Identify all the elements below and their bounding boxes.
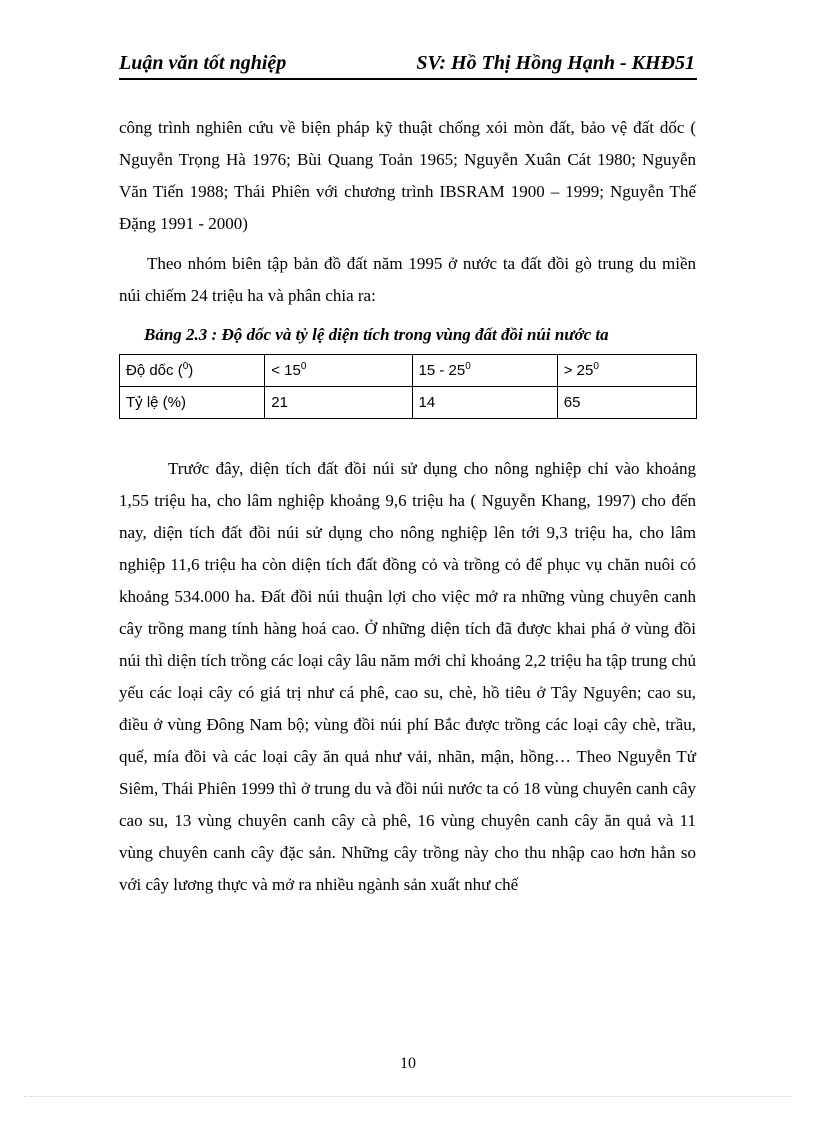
page-bottom-divider xyxy=(24,1096,792,1097)
slope-label: Độ dốc ( xyxy=(126,362,183,379)
slope-range-3: > 25 xyxy=(563,362,594,379)
table-cell xyxy=(265,355,412,387)
page-number: 10 xyxy=(400,1055,416,1072)
paragraph-continuation: công trình nghiên cứu về biện pháp kỹ thuật chống xói mòn đất, bảo vệ đất dốc ( Nguyễn Trọng Hà 1976; Bùi Quang Toản 1965; Nguyễn Xuân Cát 1980; Nguyễn Văn Tiến 1988; Thái Phiên với chương trình IBSRAM 1900 – 1999; Nguyễn Thế Đặng 1991 - 2000) xyxy=(119,118,696,233)
slope-table xyxy=(119,354,697,419)
table-cell: 21 xyxy=(265,387,412,419)
table-row xyxy=(120,355,697,387)
header-thesis-title: Luận văn tốt nghiệp xyxy=(119,52,287,74)
degree-mark: 0 xyxy=(593,361,599,372)
page-header xyxy=(119,50,697,80)
slope-range-2: 15 - 25 xyxy=(418,362,466,379)
table-row xyxy=(120,387,697,419)
table-cell: 65 xyxy=(557,387,696,419)
header-student-name: SV: Hồ Thị Hồng Hạnh - KHĐ51 xyxy=(416,52,695,74)
table-header-cell: Tỷ lệ (%) xyxy=(120,387,265,419)
slope-label-close: ) xyxy=(188,362,194,379)
paragraph-soil-map: Theo nhóm biên tập bản đồ đất năm 1995 ở nước ta đất đồi gò trung du miền núi chiếm 24 triệu ha và phân chia ra: xyxy=(119,254,696,305)
table-cell xyxy=(557,355,696,387)
table-header-cell xyxy=(120,355,265,387)
degree-mark: 0 xyxy=(182,361,189,372)
degree-mark: 0 xyxy=(465,361,471,372)
paragraph-land-use: Trước đây, diện tích đất đồi núi sử dụng cho nông nghiệp chỉ vào khoảng 1,55 triệu ha, cho lâm nghiệp khoảng 9,6 triệu ha ( Nguyễn Khang, 1997) cho đến nay, diện tích đất đồi núi sử dụng cho nông nghiệp lên tới 9,3 triệu ha, cho lâm nghiệp 11,6 triệu ha còn diện tích đất đồng cỏ và trồng cỏ để phục vụ chăn nuôi có khoảng 534.000 ha. Đất đồi núi thuận lợi cho việc mở ra những vùng chuyên canh cây trồng mang tính hàng hoá cao. Ở những diện tích đã được khai phá ở vùng đồi núi thì diện tích trồng các loại cây lâu năm mới chỉ khoảng 2,2 triệu ha tập trung chủ yếu các loại cây có giá trị như cá phê, cao su, chè, hồ tiêu ở Tây Nguyên; cao su, điều ở vùng Đông Nam bộ; vùng đồi núi phí Bắc được trồng các loại cây chè, trầu, quế, mía đồi và các loại cây ăn quả như vải, nhãn, mận, hồng… Theo Nguyễn Tử Siêm, Thái Phiên 1999 thì ở trung du và đồi núi nước ta có 18 vùng chuyên canh cây cao su, 13 vùng chuyên canh cây cà phê, 16 vùng chuyên canh cây ăn quả và 11 vùng chuyên canh cây đặc sản. Những cây trồng này cho thu nhập cao hơn hẳn so với cây lương thực và mở ra nhiều ngành sản xuất như chế xyxy=(119,459,696,894)
table-cell xyxy=(412,355,557,387)
degree-mark: 0 xyxy=(300,361,307,372)
table-cell: 14 xyxy=(412,387,557,419)
table-caption: Bảng 2.3 : Độ dốc và tỷ lệ diện tích trong vùng đất đồi núi nước ta xyxy=(144,325,609,344)
slope-range-1: < 15 xyxy=(271,362,301,379)
